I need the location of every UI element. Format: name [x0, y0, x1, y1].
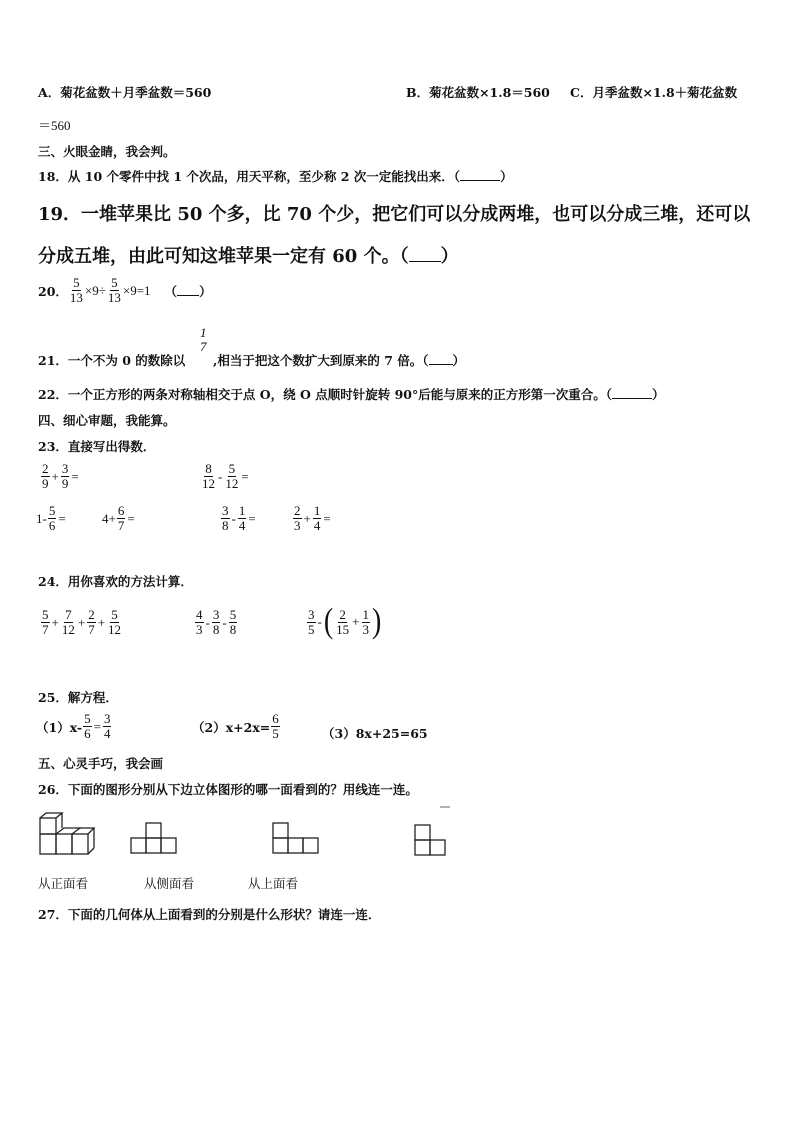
fraction: 8 12 — [202, 461, 215, 491]
operator: ×9÷ — [84, 282, 106, 298]
view-figure-3 — [412, 818, 452, 862]
fraction: 3 8 — [222, 503, 229, 533]
label-front-view: 从正面看 — [38, 876, 89, 891]
operator: ×9=1 — [122, 282, 151, 298]
fraction: $\frac{5}{13}$ — [69, 275, 83, 305]
view-figure-2 — [270, 818, 322, 858]
question-21-text: ,相当于把这个数扩大到原来的 7 倍。（ — [213, 353, 429, 368]
expr-q24-2: 4 3 - 3 8 - 5 8 — [196, 607, 237, 637]
fraction: $\frac{1}{4}$ — [238, 503, 246, 533]
answer-paren: （ ） — [164, 283, 212, 299]
equation-3: （3）8x+25=65 — [322, 726, 428, 741]
fraction: $\frac{5}{12}$ — [225, 461, 239, 491]
expr-q24-1: 5 7 + $\frac{7}{12}$ + $\frac{2}{7}$ + $\frac{5}{12}$ — [42, 607, 122, 637]
label-side-view: 从侧面看 — [144, 876, 195, 891]
fraction: $\frac{5}{6}$ — [84, 711, 91, 741]
section-3-heading: 三、火眼金睛，我会判。 — [38, 144, 176, 159]
fraction: $\frac{3}{9}$ — [61, 461, 69, 491]
expr-q24-3: 3 5 - ( 2 15 + $\frac{1}{3}$ ) — [308, 602, 382, 641]
fraction: $\frac{5}{6}$ — [48, 503, 56, 533]
question-20-number: 20． — [38, 283, 68, 299]
fraction: $\frac{7}{12}$ — [61, 607, 75, 637]
label-top-view: 从上面看 — [248, 876, 299, 891]
question-23: 23．直接写出得数． — [38, 439, 156, 454]
fraction: 3 5 — [308, 606, 315, 637]
answer-blank — [429, 354, 453, 365]
question-19-line-2 — [38, 242, 459, 268]
view-figure-1 — [128, 818, 180, 858]
fraction-one-seventh: 1 7 — [200, 325, 207, 354]
fraction: $\frac{1}{4}$ — [313, 503, 321, 533]
answer-blank — [409, 247, 441, 262]
equation-2: （2）x+2x= $\frac{6}{5}$ — [192, 711, 279, 741]
option-c: C．月季盆数×1.8＋菊花盆数 — [570, 85, 738, 100]
answer-blank — [460, 170, 500, 181]
option-b: B．菊花盆数×1.8＝560 — [406, 85, 550, 100]
close-paren: ） — [651, 387, 665, 402]
close-paren: ） — [440, 246, 459, 267]
fraction: 2 15 — [336, 606, 350, 637]
question-21-b — [213, 351, 465, 369]
fraction: 2 3 — [294, 503, 301, 533]
fraction: $\frac{6}{7}$ — [117, 503, 125, 533]
left-paren: ( — [323, 602, 334, 641]
section-5-heading: 五、心灵手巧，我会画 — [38, 756, 164, 771]
fraction: $\frac{5}{13}$ — [107, 275, 121, 305]
expr-2-9-plus-3-9: 2 9 + $\frac{3}{9}$ = — [42, 461, 79, 491]
fraction: 3 8 — [212, 607, 220, 637]
right-paren: ) — [372, 602, 382, 641]
expr-4-plus-6-7: 4+ $\frac{6}{7}$ = — [102, 503, 135, 533]
option-c-continued: ＝560 — [38, 118, 71, 133]
question-27: 27．下面的几何体从上面看到的分别是什么形状？请连一连． — [38, 907, 381, 922]
fraction: $\frac{6}{5}$ — [272, 711, 279, 741]
close-paren: ） — [452, 353, 466, 368]
question-19-line-1: 19．一堆苹果比 50 个多，比 70 个少，把它们可以分成两堆，也可以分成三堆，还可以 — [38, 204, 751, 225]
question-26: 26．下面的图形分别从下边立体图形的哪一面看到的？用线连一连。 — [38, 782, 418, 797]
question-19-text: 分成五堆，由此可知这堆苹果一定有 60 个。（ — [38, 246, 409, 267]
solid-figure — [36, 810, 102, 858]
fraction: $\frac{5}{12}$ — [108, 607, 122, 637]
fraction: 5 8 — [229, 607, 237, 637]
fraction: $\frac{2}{7}$ — [88, 607, 95, 637]
answer-blank — [177, 285, 199, 296]
fraction: 2 9 — [42, 461, 49, 491]
fraction: $\frac{3}{4}$ — [103, 711, 111, 741]
fraction: 5 7 — [42, 607, 49, 637]
expr-2-3-plus-1-4: 2 3 + $\frac{1}{4}$ = — [294, 503, 331, 533]
question-24: 24．用你喜欢的方法计算． — [38, 574, 193, 589]
question-18-text: 18．从 10 个零件中找 1 个次品，用天平称，至少称 2 次一定能找出来．（ — [38, 169, 461, 184]
fraction: 4 3 — [196, 607, 203, 637]
question-21-a: 21．一个不为 0 的数除以 — [38, 353, 186, 368]
expr-3-8-minus-1-4: 3 8 - $\frac{1}{4}$ = — [222, 503, 256, 533]
answer-blank — [612, 388, 652, 399]
fraction: $\frac{1}{3}$ — [362, 606, 370, 637]
question-20 — [38, 276, 212, 305]
option-a: A．菊花盆数＋月季盆数＝560 — [38, 85, 212, 100]
close-paren: ） — [500, 169, 513, 184]
question-22-text: 22．一个正方形的两条对称轴相交于点 O，绕 O 点顺时针旋转 90°后能与原来的正方形第一次重合。（ — [38, 387, 612, 402]
question-18 — [38, 167, 513, 185]
question-25: 25．解方程． — [38, 690, 118, 705]
expr-8-12-minus-5-12: 8 12 - $\frac{5}{12}$ = — [202, 461, 249, 491]
question-22 — [38, 385, 665, 403]
mark — [438, 804, 452, 810]
section-4-heading: 四、细心审题，我能算。 — [38, 413, 176, 428]
expr-1-minus-5-6: 1- $\frac{5}{6}$ = — [36, 503, 66, 533]
equation-1: （1）x- $\frac{5}{6}$ = $\frac{3}{4}$ — [36, 711, 111, 741]
